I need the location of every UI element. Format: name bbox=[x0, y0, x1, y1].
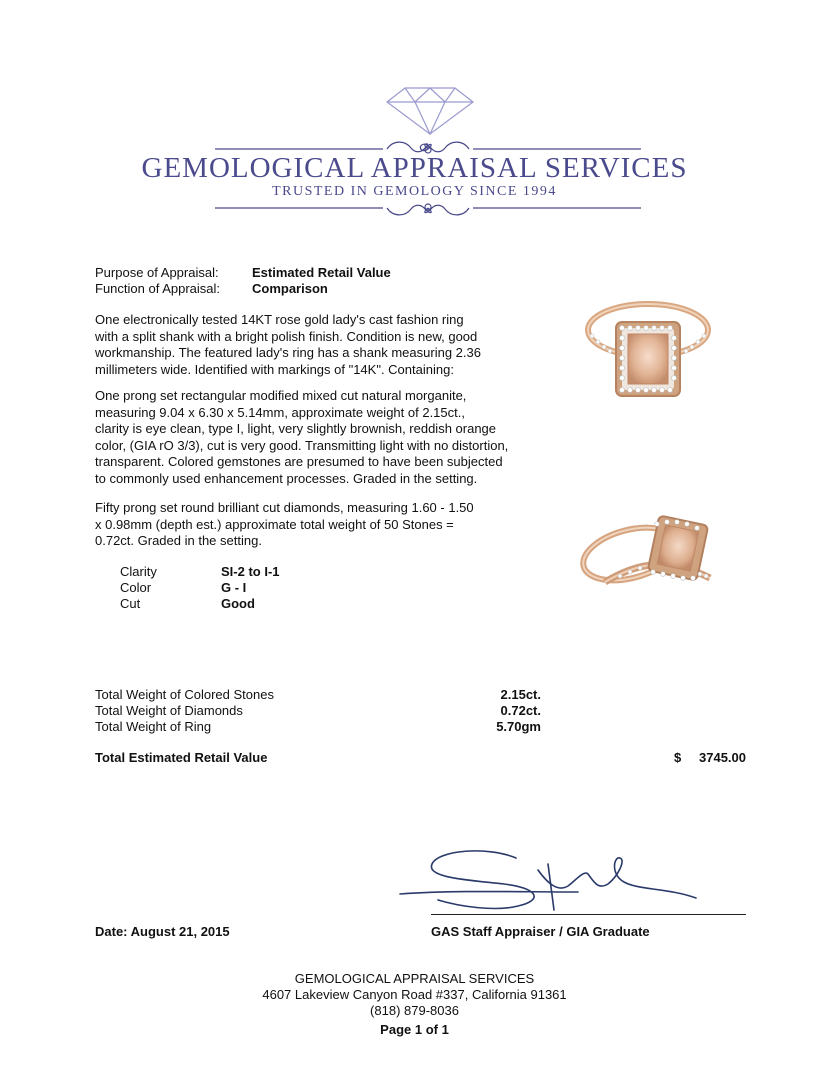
grading-clarity-value: SI-2 to I-1 bbox=[221, 564, 280, 579]
ring-photo-side bbox=[575, 512, 725, 612]
appraisal-date: Date: August 21, 2015 bbox=[95, 924, 230, 939]
ornament-bottom bbox=[215, 199, 641, 219]
grading-cut-label: Cut bbox=[120, 596, 141, 611]
function-label: Function of Appraisal: bbox=[95, 281, 221, 296]
signature-line bbox=[431, 914, 746, 915]
function-value: Comparison bbox=[252, 281, 328, 296]
retail-currency: $ bbox=[674, 750, 682, 765]
grading-color-value: G - I bbox=[221, 580, 247, 595]
footer-company: GEMOLOGICAL APPRAISAL SERVICES bbox=[294, 971, 535, 986]
grading-clarity-label: Clarity bbox=[120, 564, 157, 579]
grading-color-label: Color bbox=[120, 580, 152, 595]
footer-phone: (818) 879-8036 bbox=[370, 1003, 459, 1018]
diamonds-description: Fifty prong set round brilliant cut diamonds, measuring 1.60 - 1.50 x 0.98mm (depth est.) approximate total weight of 50 Stones = 0.72ct. Graded in the setting. bbox=[95, 500, 474, 548]
purpose-value: Estimated Retail Value bbox=[252, 265, 391, 280]
total-colored-stones-value: 2.15ct. bbox=[500, 687, 541, 702]
signature bbox=[398, 840, 718, 916]
purpose-label: Purpose of Appraisal: bbox=[95, 265, 219, 280]
total-ring-weight-label: Total Weight of Ring bbox=[95, 719, 212, 734]
page-number: Page 1 of 1 bbox=[380, 1022, 449, 1037]
retail-value: 3745.00 bbox=[699, 750, 746, 765]
total-diamonds-label: Total Weight of Diamonds bbox=[95, 703, 243, 718]
ring-photo-front bbox=[578, 296, 718, 408]
diamond-icon bbox=[385, 86, 475, 136]
footer-address: 4607 Lakeview Canyon Road #337, California 91361 bbox=[262, 987, 567, 1002]
ring-description: One electronically tested 14KT rose gold lady's cast fashion ring with a split shank with a bright polish finish. Condition is new, good workmanship. The featured lady's ring has a shank measuring 2.36 millimeters wide. Identified with markings of "14K". Containing: bbox=[95, 312, 481, 377]
total-ring-weight-value: 5.70gm bbox=[496, 719, 541, 734]
morganite-description: One prong set rectangular modified mixed cut natural morganite, measuring 9.04 x 6.30 x 5.14mm, approximate weight of 2.15ct., clarity is eye clean, type I, light, very slightly brownish, reddish orange color, (GIA rO 3/3), cut is very good. Transmitting light with no distortion, transparent. Colored gemstones are presumed to have been subjected to commonly used enhancement processes. Graded in the setting. bbox=[95, 388, 509, 486]
total-colored-stones-label: Total Weight of Colored Stones bbox=[95, 687, 274, 702]
company-tagline: TRUSTED IN GEMOLOGY SINCE 1994 bbox=[272, 184, 557, 199]
retail-value-label: Total Estimated Retail Value bbox=[95, 750, 268, 765]
appraiser-title: GAS Staff Appraiser / GIA Graduate bbox=[431, 924, 650, 939]
grading-cut-value: Good bbox=[221, 596, 255, 611]
total-diamonds-value: 0.72ct. bbox=[500, 703, 541, 718]
company-title: GEMOLOGICAL APPRAISAL SERVICES bbox=[141, 152, 688, 184]
